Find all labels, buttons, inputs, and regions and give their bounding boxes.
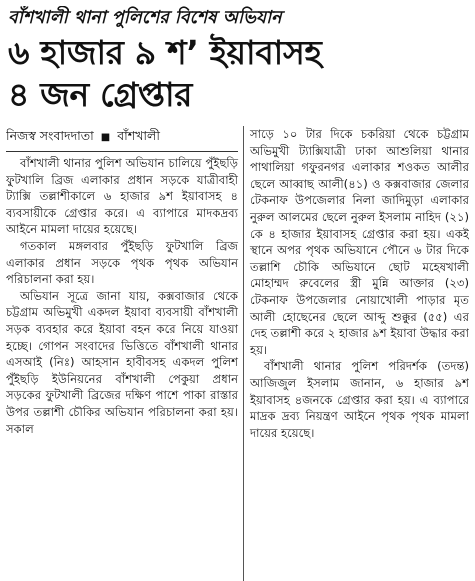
byline xyxy=(6,126,238,152)
article-headline xyxy=(6,32,469,116)
byline-location: বাঁশখালী xyxy=(117,128,160,143)
right-column xyxy=(243,126,469,581)
paragraph: অভিযান সূত্রে জানা যায়, কক্সবাজার থেকে চট্টগ্রাম অভিমুখী একদল ইয়াবা ব্যবসায়ী বাঁশখালী সড়ক ব্যবহার করে ইয়াবা বহন করে নিয়ে যাওয়া হচ্ছে। গোপন সংবাদের ভিত্তিতে বাঁশখালী থানার এসআই (নিঃ) আহসান হাবীবসহ একদল পুলিশ পুঁইছড়ি ইউনিয়নের বাঁশখালী পেকুয়া প্রধান সড়কের ফুটখালী ব্রিজের দক্ষিণ পাশে পাকা রাস্তার উপর তল্লাশী চৌকির অভিযান পরিচালনা করা হয়। সকাল xyxy=(6,288,238,436)
paragraph: বাঁশখালী থানার পুলিশ অভিযান চালিয়ে পুঁইছড়ি ফুটখালি ব্রিজ এলাকার প্রধান সড়কে যাত্রীবাহী ট্যাক্সি তল্লাশীকালে ৬ হাজার ৯শ ইয়াবাসহ ৪ ব্যবসায়ীকে গ্রেপ্তার করে। এ ব্যাপারে মাদকদ্রব্য আইনে মামলা দায়ের হয়েছে। xyxy=(6,156,238,237)
paragraph: সাড়ে ১০ টার দিকে চকরিয়া থেকে চট্টগ্রাম অভিমুখী ট্যাক্সিযাত্রী ঢাকা আশুলিয়া থানার পাথালিয়া গফুরনগর এলাকার শওকত আলীর ছেলে আব্বাছ আলী(৪১) ও কক্সবাজার জেলার টেকনাফ উপজেলার নিলা জাদিমুড়া এলাকার নুরুল আলমের ছেলে নুরুল ইসলাম নাহিদ (২১) কে ৪ হাজার ইয়াবাসহ গ্রেপ্তার করা হয়। একই স্থানে অপর পৃথক অভিযানে পৌনে ৬ টার দিকে তল্লাশি চৌকি অভিযানে ছোট মহেষখালী মোহাম্মদ রুবেলের স্ত্রী মুন্নি আক্তার (২৩) টেকনাফ উপজেলার নোয়াখোলী পাড়ার মৃত আলী হোছেনের ছেলে আব্দু শুক্কুর (৫৫) এর দেহ তল্লাশী করে ২ হাজার ৯শ ইয়াবা উদ্ধার করা হয়। xyxy=(250,127,469,357)
byline-reporter: নিজস্ব সংবাদদাতা xyxy=(6,128,94,143)
left-column xyxy=(6,126,243,581)
headline-line-1: ৬ হাজার ৯ শ’ ইয়াবাসহ xyxy=(8,33,322,72)
headline-line-2: ৪ জন গ্রেপ্তার xyxy=(8,75,193,114)
article-kicker: বাঁশখালী থানা পুলিশের বিশেষ অভিযান xyxy=(8,8,282,28)
article-body xyxy=(6,126,469,581)
paragraph: গতকাল মঙ্গলবার পুঁইছড়ি ফুটখালি ব্রিজ এলাকার প্রধান সড়কে পৃথক পৃথক অভিযান পরিচালনা করা হয়। xyxy=(6,238,238,287)
paragraph: বাঁশখালী থানার পুলিশ পরিদর্শক (তদন্ত) আজিজুল ইসলাম জানান, ৬ হাজার ৯শ ইয়াবাসহ ৪জনকে গ্রেপ্তার করা হয়। এ ব্যাপারে মাদ্রক দ্রব্য নিয়ন্ত্রণ আইনে পৃথক পৃথক মামলা দায়ের হয়েছে। xyxy=(250,359,469,440)
byline-separator: ■ xyxy=(100,132,111,143)
